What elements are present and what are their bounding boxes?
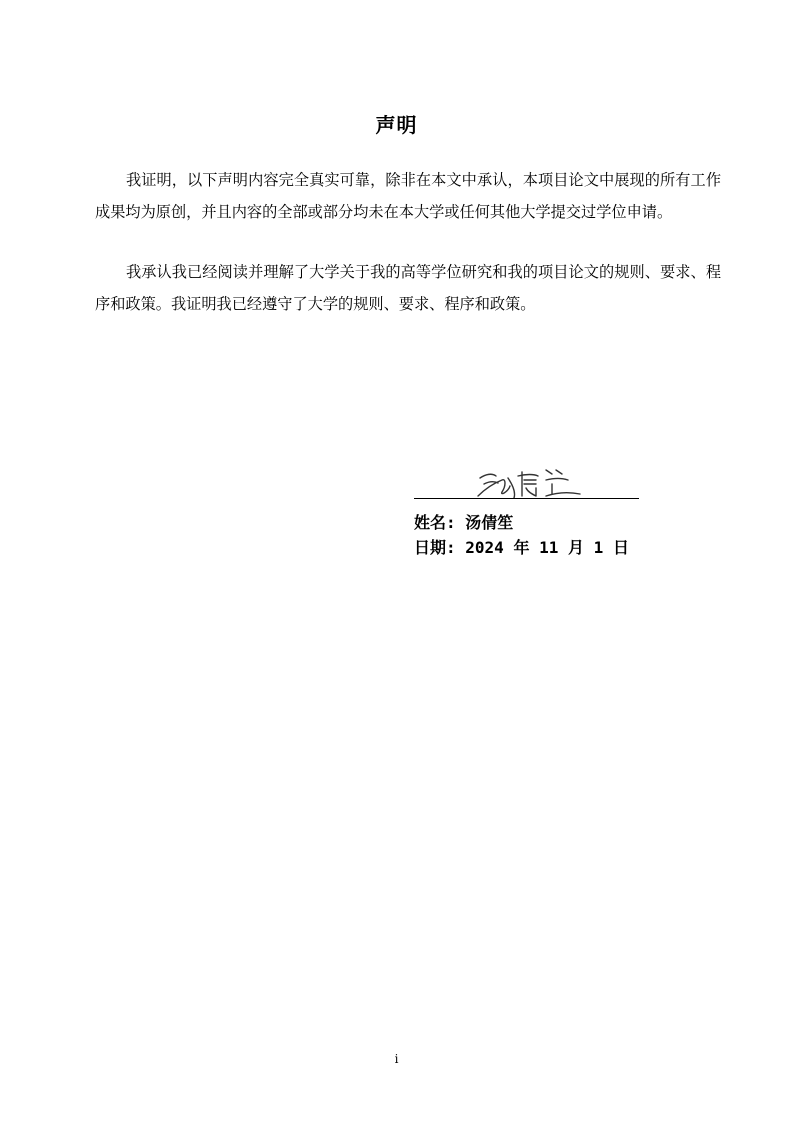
handwritten-signature — [472, 462, 582, 502]
date-month: 11 — [539, 538, 559, 557]
date-label: 日期: — [414, 538, 456, 557]
date-year-unit: 年 — [513, 538, 530, 557]
signature-block — [414, 460, 644, 560]
date-day-unit: 日 — [612, 538, 629, 557]
date-row — [414, 535, 644, 560]
signature-area — [414, 460, 644, 502]
date-month-unit: 月 — [568, 538, 585, 557]
signature-line — [414, 498, 639, 499]
name-value: 汤倩笙 — [465, 513, 514, 532]
page-number: i — [394, 1052, 399, 1066]
name-row — [414, 510, 644, 535]
name-label: 姓名: — [414, 513, 456, 532]
declaration-paragraph-2: 我承认我已经阅读并理解了大学关于我的高等学位研究和我的项目论文的规则、要求、程序和政策。我证明我已经遵守了大学的规则、要求、程序和政策。 — [95, 263, 721, 313]
date-year: 2024 — [465, 538, 504, 557]
declaration-paragraph-1: 我证明，以下声明内容完全真实可靠，除非在本文中承认，本项目论文中展现的所有工作成果均为原创，并且内容的全部或部分均未在本大学或任何其他大学提交过学位申请。 — [95, 171, 721, 221]
date-day: 1 — [593, 538, 604, 557]
signature-text: 汤倩笙 — [472, 462, 475, 463]
page-title: 声明 — [375, 113, 418, 137]
